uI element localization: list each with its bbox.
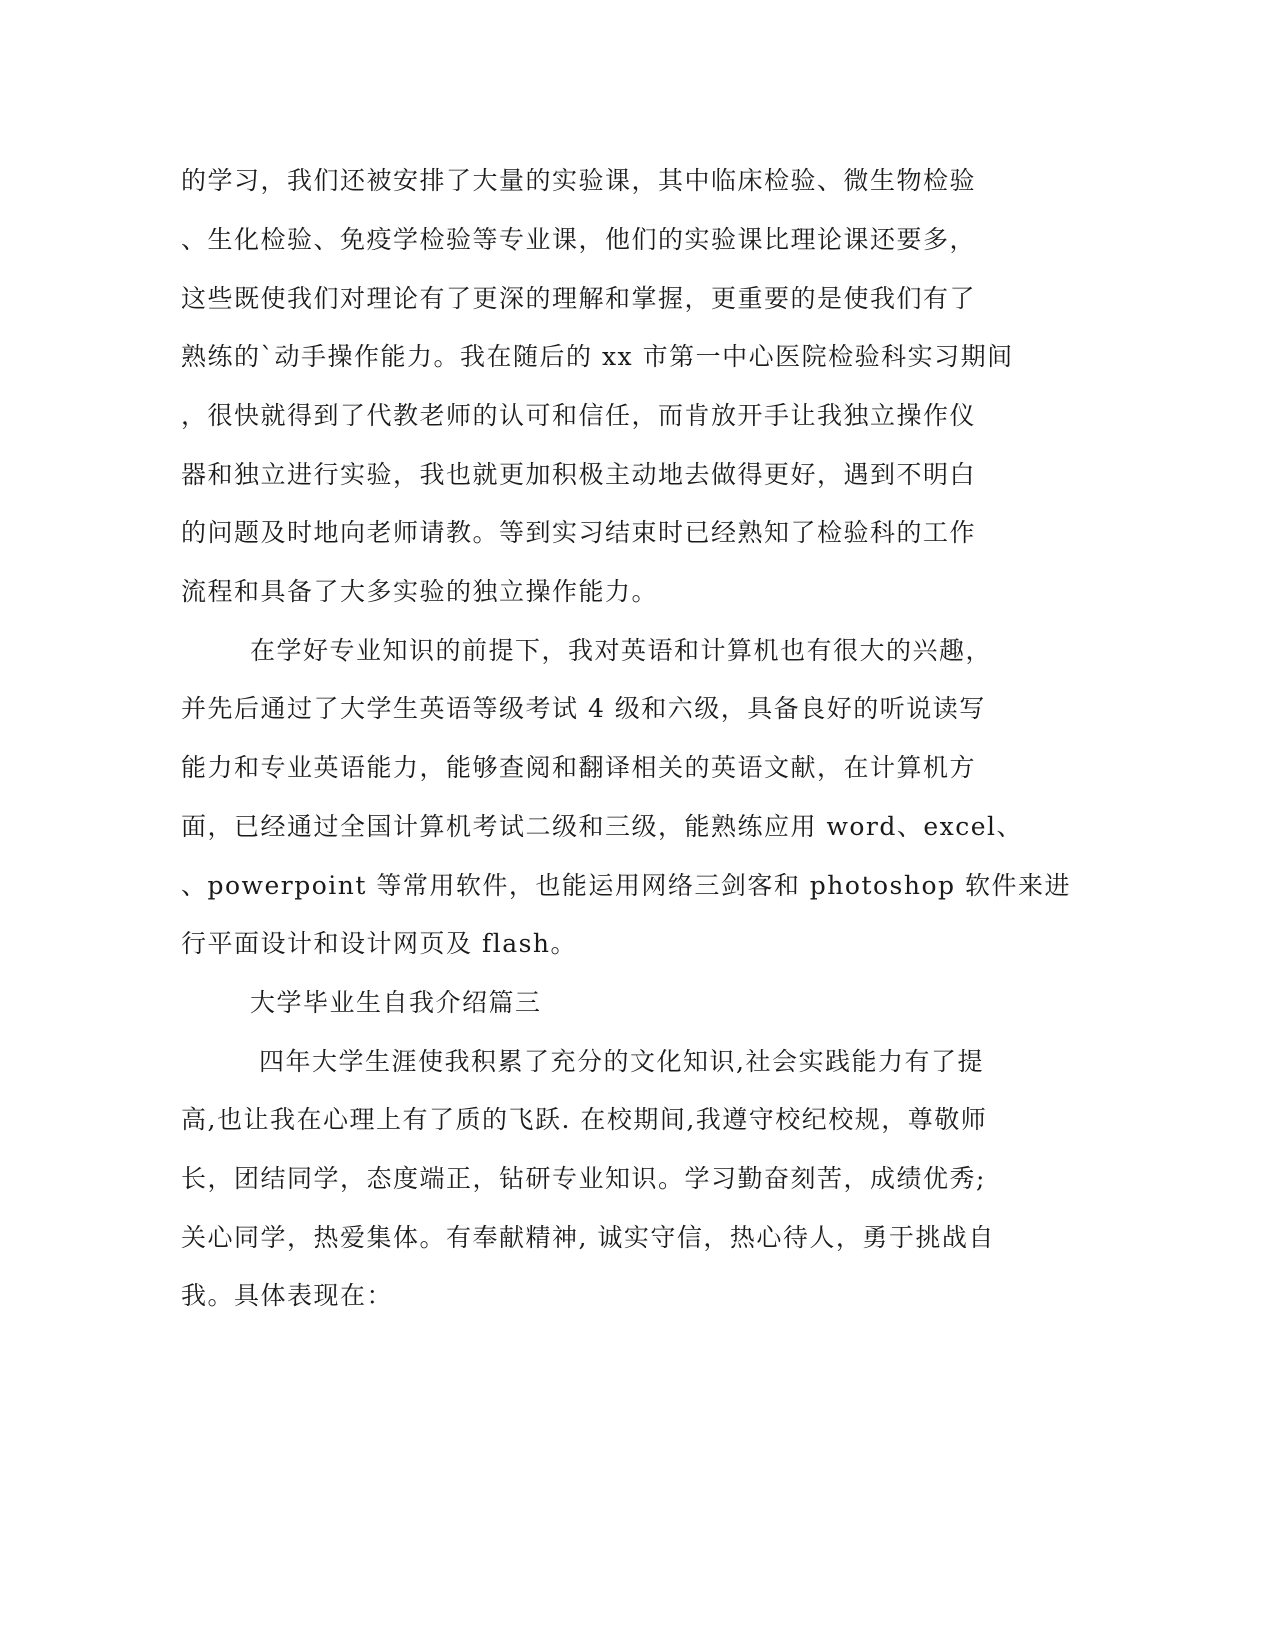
paragraph-line: 熟练的`动手操作能力。我在随后的 xx 市第一中心医院检验科实习期间 [181,342,1014,371]
paragraph-line: 器和独立进行实验，我也就更加积极主动地去做得更好，遇到不明白 [181,460,977,489]
paragraph-line: 流程和具备了大多实验的独立操作能力。 [181,577,659,606]
paragraph-line: 的学习，我们还被安排了大量的实验课，其中临床检验、微生物检验 [181,166,977,195]
paragraph-line: ，很快就得到了代教老师的认可和信任，而肯放开手让我独立操作仪 [181,401,977,430]
paragraph-line: 、powerpoint 等常用软件，也能运用网络三剑客和 photoshop 软件来进 [181,871,1071,900]
paragraph-line: 并先后通过了大学生英语等级考试 4 级和六级，具备良好的听说读写 [181,694,986,723]
paragraph-line: 行平面设计和设计网页及 flash。 [181,929,578,958]
section-heading: 大学毕业生自我介绍篇三 [250,988,542,1017]
paragraph-line: 面，已经通过全国计算机考试二级和三级，能熟练应用 word、excel、 [181,812,1024,841]
paragraph-line: 、生化检验、免疫学检验等专业课，他们的实验课比理论课还要多， [181,225,977,254]
paragraph-line: 高,也让我在心理上有了质的飞跃. 在校期间,我遵守校纪校规，尊敬师 [181,1105,988,1134]
paragraph-line: 我。具体表现在： [181,1281,394,1310]
paragraph-line: 的问题及时地向老师请教。等到实习结束时已经熟知了检验科的工作 [181,518,977,547]
paragraph-line: 能力和专业英语能力，能够查阅和翻译相关的英语文献，在计算机方 [181,753,977,782]
paragraph-line: 这些既使我们对理论有了更深的理解和掌握，更重要的是使我们有了 [181,284,977,313]
paragraph-line: 长，团结同学，态度端正，钻研专业知识。学习勤奋刻苦，成绩优秀; [181,1164,986,1193]
paragraph-line: 在学好专业知识的前提下，我对英语和计算机也有很大的兴趣， [250,636,993,665]
paragraph-line: 四年大学生涯使我积累了充分的文化知识,社会实践能力有了提 [259,1047,984,1076]
paragraph-line: 关心同学，热爱集体。有奉献精神, 诚实守信，热心待人，勇于挑战自 [181,1223,995,1252]
